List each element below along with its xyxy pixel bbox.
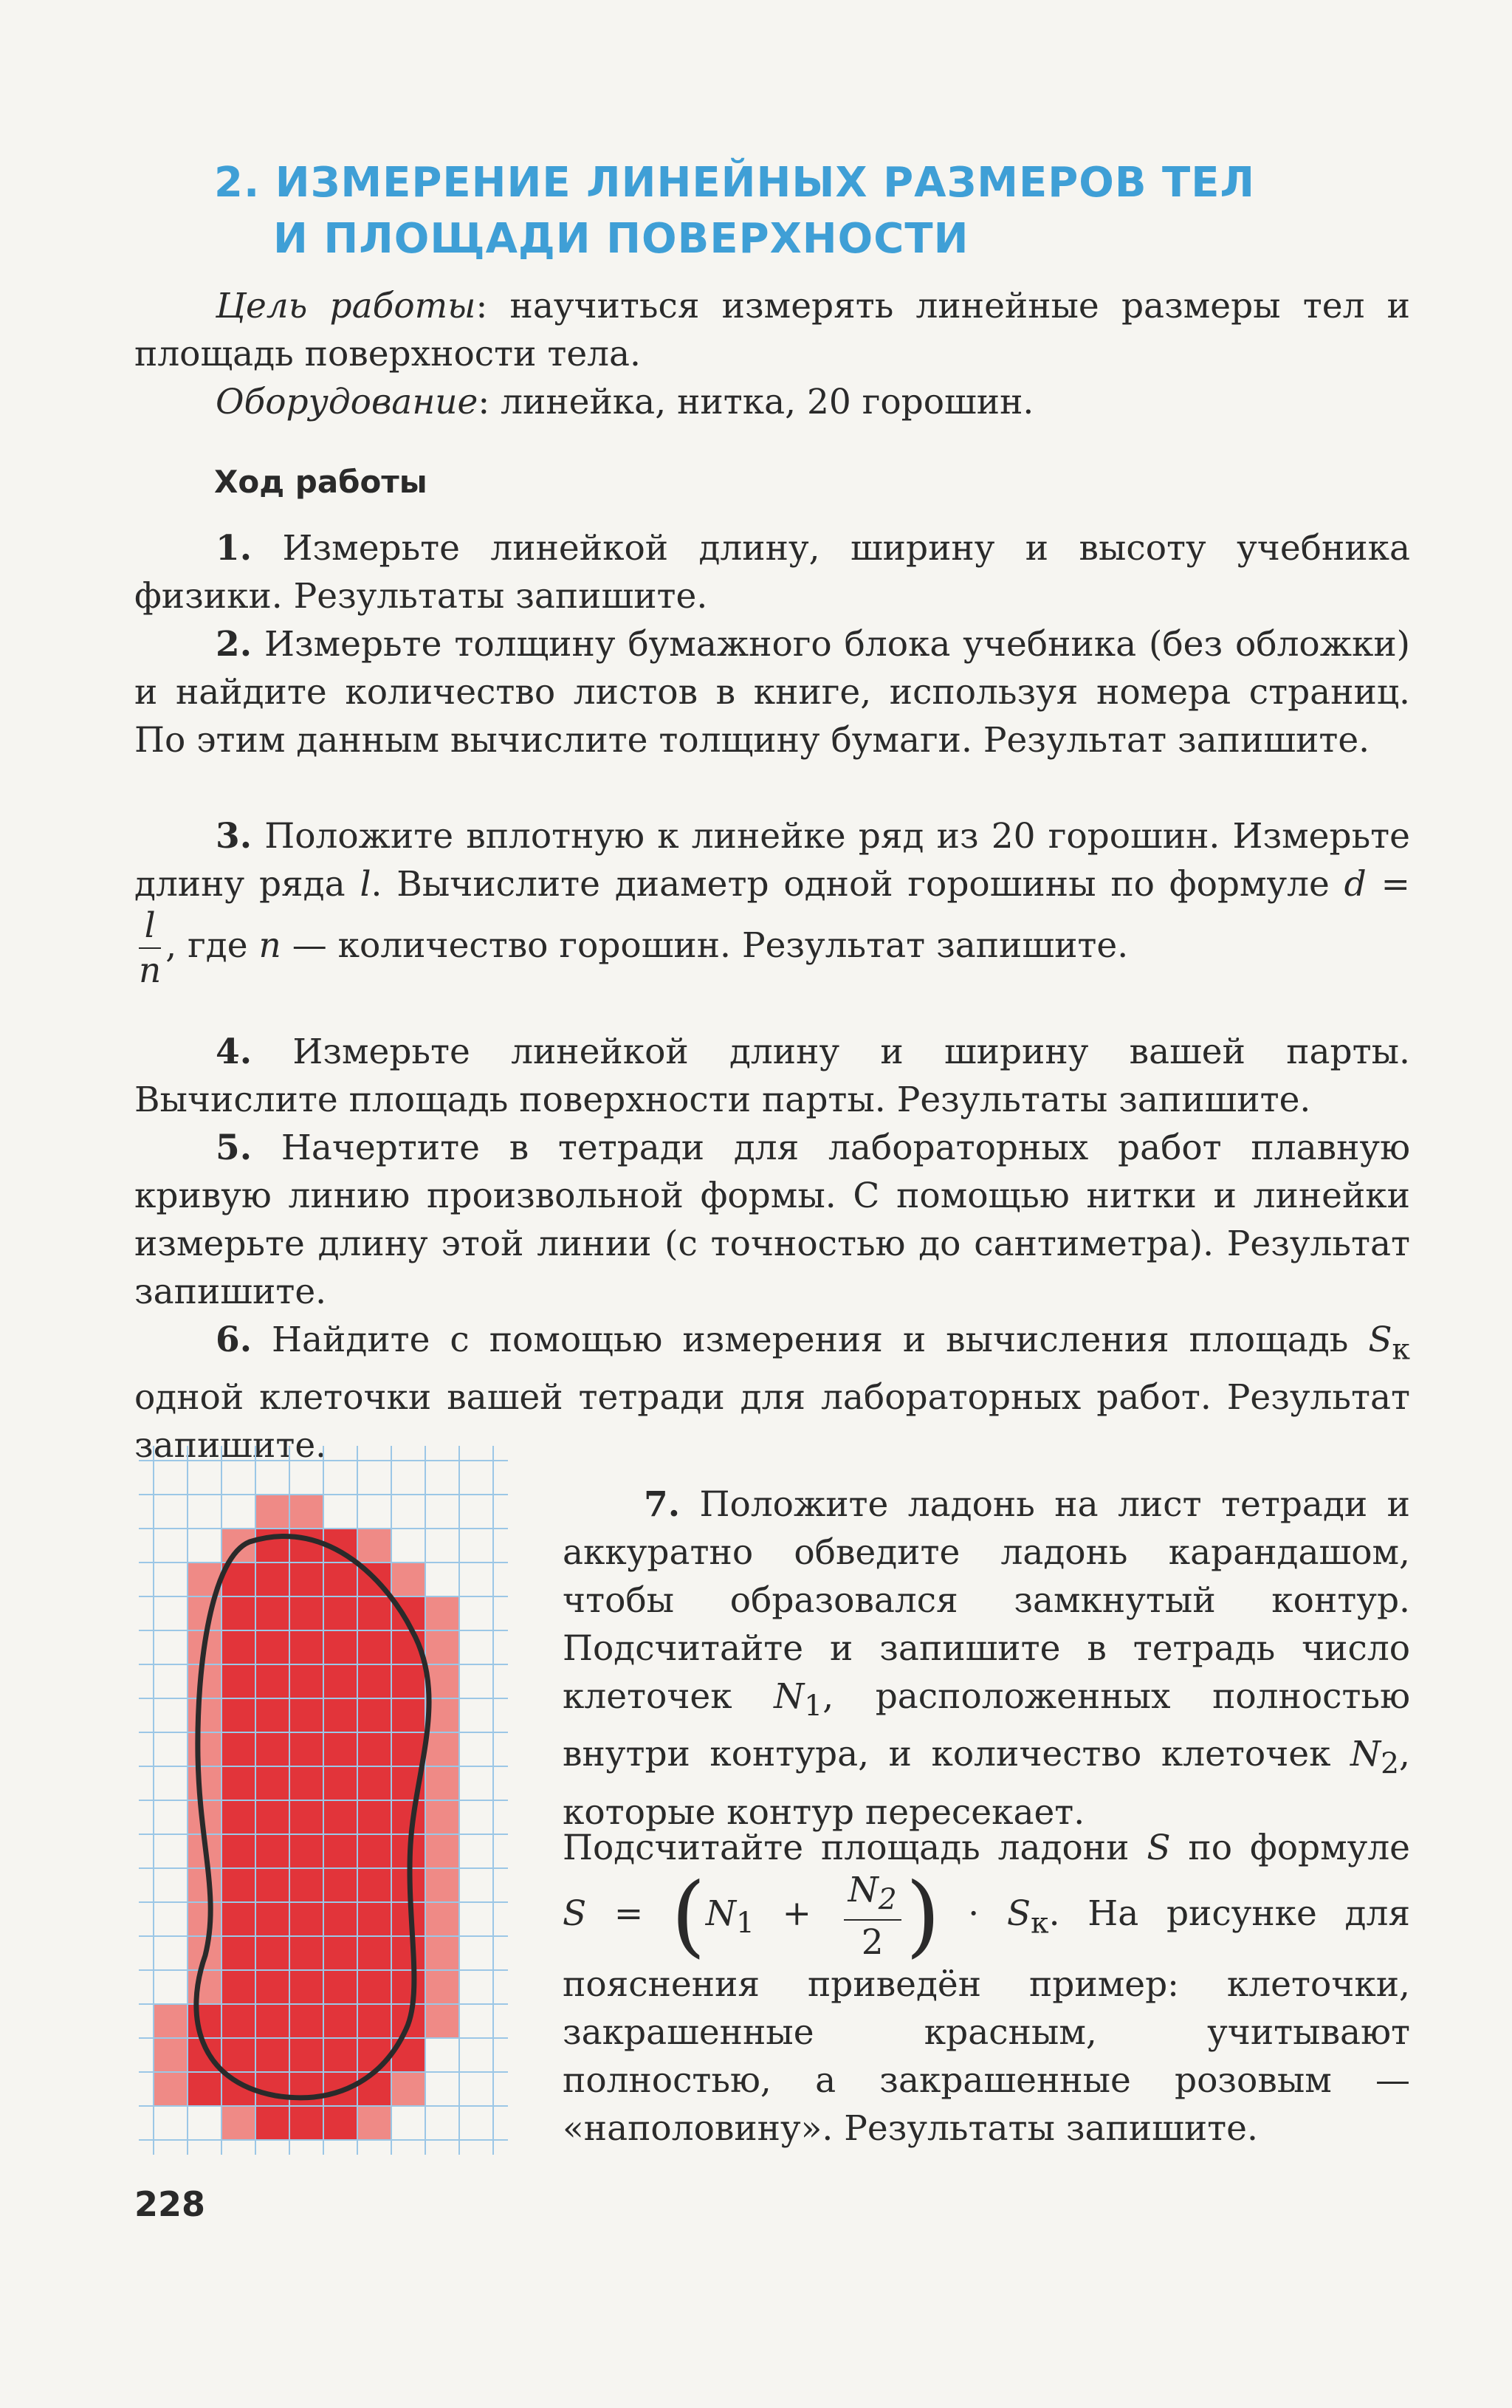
red-cell (255, 1868, 289, 1902)
red-cell (357, 1800, 391, 1834)
subscript-2: 2 (878, 1883, 897, 1917)
red-cell (255, 2004, 289, 2038)
pink-cell (188, 1970, 221, 2004)
red-cell (289, 1664, 323, 1698)
red-cell (391, 1800, 425, 1834)
step-4 (134, 1028, 1410, 1124)
title-line-2: И ПЛОЩАДИ ПОВЕРХНОСТИ (273, 215, 969, 263)
formula-lhs: S (563, 1893, 587, 1934)
red-cell (221, 1698, 255, 1732)
red-cell (255, 1630, 289, 1664)
red-cell (323, 1936, 357, 1970)
red-cell (289, 1868, 323, 1902)
step-text: Начертите в тетради для лабораторных работ плавную кривую линию произвольной формы. С помощью нитки и линейки измерьте длину этой линии (с точностью до сантиметра). Результат запишите. (134, 1128, 1410, 1312)
equipment-paragraph (134, 378, 1410, 426)
red-cell (289, 1596, 323, 1630)
red-cell (255, 2072, 289, 2106)
step-text: Измерьте линейкой длину и ширину вашей парты. Вычислите площадь поверхности парты. Результаты запишите. (134, 1032, 1410, 1120)
pink-cell (425, 2004, 459, 2038)
pink-cell (188, 1664, 221, 1698)
formula-text: . На рисунке для пояснения приведён пример: клеточки, закрашенные красным, учитывают полностью, а закрашенные розовым — «наполовину». Результаты запишите. (563, 1893, 1411, 2149)
red-cell (323, 1596, 357, 1630)
step-text: Положите вплотную к линейке ряд из 20 горошин. Измерьте длину ряда (134, 816, 1410, 905)
red-cell (289, 1936, 323, 1970)
red-cell (255, 1664, 289, 1698)
var-sk: S (1006, 1893, 1031, 1934)
pink-cell (425, 1902, 459, 1936)
red-cell (255, 1902, 289, 1936)
red-cell (289, 1732, 323, 1766)
red-cell (221, 1868, 255, 1902)
step-text: Измерьте линейкой длину, ширину и высоту учебника физики. Результаты запишите. (134, 528, 1410, 617)
red-cell (289, 1563, 323, 1596)
pink-cell (221, 1529, 255, 1563)
red-cell (391, 1664, 425, 1698)
step-number: 2. (216, 624, 252, 665)
red-cell (357, 1834, 391, 1868)
step-text: одной клеточки вашей тетради для лабораторных работ. Результат запишите. (134, 1377, 1410, 1467)
red-cell (357, 1664, 391, 1698)
formula-text: по формуле (1170, 1828, 1410, 1868)
red-cell (323, 1698, 357, 1732)
red-cell (221, 2038, 255, 2072)
step-7 (563, 1481, 1410, 1836)
pink-cell (425, 1766, 459, 1800)
red-cell (289, 2004, 323, 2038)
red-cell (255, 1800, 289, 1834)
var-s: S (1147, 1828, 1171, 1868)
red-cell (221, 1970, 255, 2004)
red-cell (255, 2106, 289, 2140)
pink-cell (425, 1630, 459, 1664)
goal-paragraph (134, 282, 1410, 378)
var-n1: N (774, 1676, 805, 1717)
step-2 (134, 620, 1410, 764)
red-cell (357, 2038, 391, 2072)
red-cell (255, 1563, 289, 1596)
red-cell (357, 1868, 391, 1902)
red-cell (289, 2038, 323, 2072)
var-l: l (360, 864, 371, 905)
red-cell (221, 1630, 255, 1664)
step-3 (134, 812, 1410, 991)
red-cell (221, 1902, 255, 1936)
var-s: S (1368, 1320, 1392, 1360)
red-cell (255, 2038, 289, 2072)
formula-paragraph (563, 1824, 1410, 2153)
red-cell (188, 2072, 221, 2106)
equals-sign: = (1366, 864, 1410, 905)
step-text: Измерьте толщину бумажного блока учебника (без обложки) и найдите количество листов в книге, используя номера страниц. По этим данным вычислите толщину бумаги. Результат запишите. (134, 624, 1411, 761)
pink-cell (188, 1698, 221, 1732)
pink-cell (425, 1868, 459, 1902)
step-text: Найдите с помощью измерения и вычисления площадь (272, 1320, 1369, 1360)
pink-cell (425, 1732, 459, 1766)
red-cell (289, 1834, 323, 1868)
red-cell (323, 1563, 357, 1596)
red-cell (323, 1766, 357, 1800)
pink-cell (391, 2072, 425, 2106)
red-cell (221, 1766, 255, 1800)
red-cell (323, 1970, 357, 2004)
goal-label: Цель работы (216, 286, 476, 326)
step-text: . Вычислите диаметр одной горошины по формуле (371, 864, 1344, 905)
equals-sign: = (586, 1893, 671, 1934)
step-text: , где (165, 925, 259, 966)
pink-cell (425, 1970, 459, 2004)
red-cell (221, 1800, 255, 1834)
red-cell (357, 1970, 391, 2004)
red-cell (357, 1596, 391, 1630)
step-text: Положите ладонь на лист тетради и аккуратно обведите ладонь карандашом, чтобы образовался замкнутый контур. Подсчитайте и запишите в тетрадь число клеточек (563, 1484, 1410, 1717)
red-cell (357, 1766, 391, 1800)
red-cell (289, 2106, 323, 2140)
red-cell (323, 2106, 357, 2140)
red-cell (221, 1664, 255, 1698)
pink-cell (188, 1596, 221, 1630)
pink-cell (188, 1868, 221, 1902)
red-cell (357, 1630, 391, 1664)
subscript-k: к (1392, 1333, 1410, 1367)
pink-cell (357, 1529, 391, 1563)
red-cell (221, 1834, 255, 1868)
step-1 (134, 524, 1410, 620)
step-number: 3. (216, 816, 252, 857)
red-cell (323, 1664, 357, 1698)
red-cell (289, 1698, 323, 1732)
red-cell (391, 1698, 425, 1732)
pink-cell (221, 2106, 255, 2140)
red-cell (221, 1732, 255, 1766)
pink-cell (357, 2106, 391, 2140)
red-cell (255, 1698, 289, 1732)
red-cell (323, 2038, 357, 2072)
fraction-denominator: n (139, 950, 162, 991)
red-cell (255, 1936, 289, 1970)
red-cell (323, 1902, 357, 1936)
subscript-1: 1 (804, 1690, 823, 1723)
page-number: 228 (134, 2184, 206, 2224)
step-5 (134, 1124, 1410, 1316)
page-title (214, 155, 1432, 267)
pink-cell (425, 1834, 459, 1868)
step-number: 7. (644, 1484, 681, 1525)
red-cell (289, 1630, 323, 1664)
red-cell (391, 1936, 425, 1970)
red-cell (357, 1936, 391, 1970)
red-cell (255, 1596, 289, 1630)
red-cell (255, 1970, 289, 2004)
red-cell (289, 2072, 323, 2106)
red-cell (323, 2004, 357, 2038)
formula-text: Подсчитайте площадь ладони (563, 1828, 1147, 1868)
red-cell (357, 1902, 391, 1936)
red-cell (289, 1800, 323, 1834)
red-cell (391, 1970, 425, 2004)
pink-cell (154, 2038, 188, 2072)
pink-cell (425, 1596, 459, 1630)
plus-sign: + (754, 1893, 839, 1934)
red-cell (357, 2004, 391, 2038)
step-text: , расположенных полностью внутри контура, и количество клеточек (563, 1676, 1410, 1775)
red-cell (188, 2004, 221, 2038)
pink-cell (425, 1800, 459, 1834)
palm-grid-figure (139, 1446, 508, 2155)
step-text: , которые контур пересекает. (563, 1734, 1410, 1833)
procedure-heading: Ход работы (214, 464, 427, 500)
fraction-denominator: 2 (861, 1921, 884, 1963)
fraction-numerator: l (139, 908, 161, 949)
subscript-2: 2 (1381, 1747, 1400, 1781)
fraction-l-over-n (139, 905, 162, 991)
var-d: d (1344, 864, 1367, 905)
pink-cell (255, 1495, 289, 1529)
left-paren: ( (671, 1865, 706, 1967)
title-line-1: 2. ИЗМЕРЕНИЕ ЛИНЕЙНЫХ РАЗМЕРОВ ТЕЛ (214, 159, 1256, 207)
var-n2: N (1350, 1734, 1381, 1775)
red-cell (221, 1936, 255, 1970)
var-n: n (258, 925, 281, 966)
pink-cell (391, 1563, 425, 1596)
step-text: — количество горошин. Результат запишите. (281, 925, 1129, 966)
pink-cell (154, 2072, 188, 2106)
step-number: 4. (216, 1032, 252, 1072)
red-cell (323, 1732, 357, 1766)
red-cell (323, 1834, 357, 1868)
red-cell (289, 1902, 323, 1936)
pink-cell (188, 1902, 221, 1936)
equipment-label: Оборудование (216, 382, 478, 422)
red-cell (255, 1834, 289, 1868)
red-cell (255, 1766, 289, 1800)
subscript-1: 1 (735, 1907, 755, 1941)
fraction-numerator: N (848, 1870, 879, 1911)
var-n1: N (705, 1893, 736, 1934)
red-cell (289, 1529, 323, 1563)
step-number: 1. (216, 528, 252, 569)
red-cell (357, 1698, 391, 1732)
red-cell (289, 1766, 323, 1800)
pink-cell (188, 1732, 221, 1766)
red-cell (255, 1732, 289, 1766)
pink-cell (154, 2004, 188, 2038)
red-cell (221, 2004, 255, 2038)
fraction-n2-over-2 (844, 1870, 901, 1963)
pink-cell (188, 1766, 221, 1800)
subscript-k: к (1031, 1907, 1049, 1941)
step-number: 6. (216, 1320, 252, 1360)
red-cell (323, 1800, 357, 1834)
goal-text: : научиться измерять линейные размеры тел и площадь поверхности тела. (134, 286, 1410, 374)
red-cell (357, 1732, 391, 1766)
pink-cell (289, 1495, 323, 1529)
red-cell (357, 2072, 391, 2106)
pink-cell (425, 1936, 459, 1970)
red-cell (221, 1596, 255, 1630)
red-cell (289, 1970, 323, 2004)
red-cell (323, 1868, 357, 1902)
step-number: 5. (216, 1128, 252, 1168)
dot-sign: · (940, 1893, 1007, 1934)
right-paren: ) (905, 1865, 941, 1967)
red-cell (323, 1630, 357, 1664)
equipment-text: : линейка, нитка, 20 горошин. (478, 382, 1034, 422)
